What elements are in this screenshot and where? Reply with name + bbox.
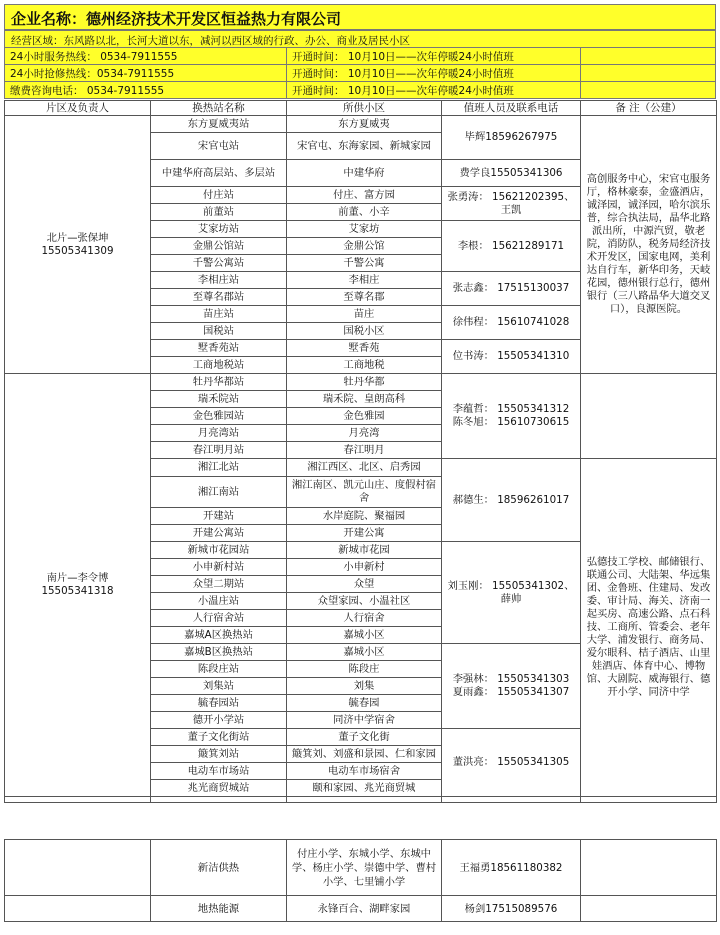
station-name: 刘集站: [151, 678, 287, 695]
station-area: 付庄、富方园: [287, 187, 442, 204]
station-name: 簸箕刘站: [151, 746, 287, 763]
col-region: 片区及负责人: [5, 101, 151, 116]
station-name: 湘江北站: [151, 459, 287, 477]
station-name: 牡丹华都站: [151, 374, 287, 391]
table-row: [5, 840, 717, 896]
station-name: 东方夏威夷站: [151, 116, 287, 133]
payment-hours: 开通时间： 10月10日——次年停暖24小时值班: [287, 82, 581, 98]
repair-hotline-row: [4, 65, 716, 82]
station-area: 春江明月: [287, 442, 442, 459]
table-gap-row: [5, 797, 717, 803]
station-area: 电动车市场宿舍: [287, 763, 442, 780]
station-area: 嘉城小区: [287, 627, 442, 644]
north-region-cell: [5, 116, 151, 374]
company-header: [4, 4, 716, 30]
station-name: 董子文化街站: [151, 729, 287, 746]
duty-contact: [442, 374, 581, 459]
extra-heating-table: [4, 839, 717, 922]
station-name: 小申新村站: [151, 559, 287, 576]
station-area: 李相庄: [287, 272, 442, 289]
north-remark: 高创服务中心，宋官屯服务厅，格林豪泰，金盛酒店，诚泽园，诚泽园，哈尔滨乐普，综合执法局，晶华北路派出所，中源汽贸，敬老院，消防队，税务局经济技术开发区，国家电网，美利达自行车，新华印务，天岐花园，德州银行总行，德州银行（三八路晶华大道交叉口），良源医院。: [581, 116, 717, 374]
station-area: 众望家园、小温社区: [287, 593, 442, 610]
repair-hours: 开通时间： 10月10日——次年停暖24小时值班: [287, 65, 581, 81]
extra-duty: 王福勇18561180382: [442, 840, 581, 896]
station-name: 开建站: [151, 508, 287, 525]
station-area: 东方夏威夷: [287, 116, 442, 133]
station-name: 开建公寓站: [151, 525, 287, 542]
station-area: 前董、小辛: [287, 204, 442, 221]
station-name: 宋官屯站: [151, 133, 287, 160]
station-area: 墅香苑: [287, 340, 442, 357]
table-row: [5, 896, 717, 922]
col-station: 换热站名称: [151, 101, 287, 116]
south-region-cell: [5, 374, 151, 797]
station-name: 付庄站: [151, 187, 287, 204]
duty-contact: [442, 644, 581, 729]
duty-contact: 郝德生： 18596261017: [442, 459, 581, 542]
station-name: 嘉城B区换热站: [151, 644, 287, 661]
company-name: 德州经济技术开发区恒益热力有限公司: [86, 10, 342, 28]
station-area: 小申新村: [287, 559, 442, 576]
extra-area: 永锋百合、湖畔家园: [287, 896, 442, 922]
station-name: 毓春园站: [151, 695, 287, 712]
service-hotline-row: [4, 48, 716, 65]
station-name: 陈段庄站: [151, 661, 287, 678]
station-name: 春江明月站: [151, 442, 287, 459]
station-name: 兆光商贸城站: [151, 780, 287, 797]
station-area: 嘉城小区: [287, 644, 442, 661]
duty-contact: 徐伟程： 15610741028: [442, 306, 581, 340]
service-hours: 开通时间： 10月10日——次年停暖24小时值班: [287, 48, 581, 64]
station-area: 牡丹华都: [287, 374, 442, 391]
station-name: 嘉城A区换热站: [151, 627, 287, 644]
station-name: 小温庄站: [151, 593, 287, 610]
station-area: 宋官屯、东海家园、新城家园: [287, 133, 442, 160]
duty-contact-line: 陈冬旭： 15610730615: [452, 416, 570, 428]
duty-contact: 费学良15505341306: [442, 160, 581, 187]
station-area: 开建公寓: [287, 525, 442, 542]
station-area: 瑞禾院、皇朗高科: [287, 391, 442, 408]
service-hotline: 24小时服务热线： 0534-7911555: [5, 48, 287, 64]
table-row: [5, 374, 717, 391]
col-remark: 备 注（公建）: [581, 101, 717, 116]
station-area: 颐和家园、兆光商贸城: [287, 780, 442, 797]
duty-contact: 董洪亮： 15505341305: [442, 729, 581, 797]
heating-station-table: [4, 100, 717, 803]
company-label: 企业名称：: [11, 10, 87, 28]
station-area: 毓春园: [287, 695, 442, 712]
south-region-name: 南片—李令博: [46, 572, 109, 584]
station-name: 电动车市场站: [151, 763, 287, 780]
north-region-name: 北片—张保坤: [46, 231, 109, 244]
duty-contact: 毕辉18596267975: [442, 116, 581, 160]
duty-contact-line: 李强林： 15505341303: [452, 673, 570, 685]
extra-duty: 杨剑17515089576: [442, 896, 581, 922]
station-area: 艾家坊: [287, 221, 442, 238]
station-name: 德开小学站: [151, 712, 287, 729]
duty-contact: 李根： 15621289171: [442, 221, 581, 272]
station-name: 湘江南站: [151, 477, 287, 508]
north-region-phone: 15505341309: [41, 244, 114, 257]
station-name: 国税站: [151, 323, 287, 340]
duty-contact: 张勇涛： 15621202395、王凯: [442, 187, 581, 221]
station-area: 同济中学宿舍: [287, 712, 442, 729]
station-name: 众望二期站: [151, 576, 287, 593]
station-name: 金色雅园站: [151, 408, 287, 425]
station-area: 金色雅园: [287, 408, 442, 425]
station-area: 陈段庄: [287, 661, 442, 678]
extra-name: 新洁供热: [151, 840, 287, 896]
station-area: 金鼎公馆: [287, 238, 442, 255]
station-area: 苗庄: [287, 306, 442, 323]
station-name: 千警公寓站: [151, 255, 287, 272]
col-duty: 值班人员及联系电话: [442, 101, 581, 116]
station-area: 湘江南区、凯元山庄、度假村宿舍: [287, 477, 442, 508]
station-name: 工商地税站: [151, 357, 287, 374]
extra-area: 付庄小学、东城小学、东城中学、杨庄小学、崇德中学、曹村小学、七里铺小学: [287, 840, 442, 896]
station-area: 董子文化街: [287, 729, 442, 746]
station-name: 人行宿舍站: [151, 610, 287, 627]
station-area: 人行宿舍: [287, 610, 442, 627]
station-name: 瑞禾院站: [151, 391, 287, 408]
payment-hotline: 缴费咨询电话： 0534-7911555: [5, 82, 287, 98]
station-area: 湘江西区、北区、启秀园: [287, 459, 442, 477]
station-area: 刘集: [287, 678, 442, 695]
station-area: 水岸庭院、聚福园: [287, 508, 442, 525]
station-area: 至尊名郡: [287, 289, 442, 306]
station-area: 月亮湾: [287, 425, 442, 442]
station-name: 金鼎公馆站: [151, 238, 287, 255]
south-region-phone: 15505341318: [41, 585, 114, 597]
station-area: 新城市花园: [287, 542, 442, 559]
station-name: 苗庄站: [151, 306, 287, 323]
station-name: 前董站: [151, 204, 287, 221]
station-area: 千警公寓: [287, 255, 442, 272]
station-name: 月亮湾站: [151, 425, 287, 442]
south-remark: 弘德技工学校、邮储银行、联通公司、大陆架、华远集团、金鲁班、住建局、发改委、审计局、海关、济南一起买房、高速公路、点石科技、工商所、管委会、老年大学、浦发银行、商务局、爱尔眼科、桔子酒店、山里娃酒店、体育中心、博物馆、大剧院、威海银行、德开小学、同济中学: [581, 459, 717, 797]
col-area: 所供小区: [287, 101, 442, 116]
repair-hotline: 24小时抢修热线：0534-7911555: [5, 65, 287, 81]
station-area: 工商地税: [287, 357, 442, 374]
station-name: 墅香苑站: [151, 340, 287, 357]
business-area: 经营区域：东风路以北，长河大道以东，减河以西区域的行政、办公、商业及居民小区: [4, 30, 716, 48]
south-remark-top: [581, 374, 717, 459]
duty-contact: 位书涛： 15505341310: [442, 340, 581, 374]
duty-contact-line: 李蕴哲： 15505341312: [452, 403, 570, 415]
station-name: 至尊名郡站: [151, 289, 287, 306]
station-name: 艾家坊站: [151, 221, 287, 238]
station-area: 国税小区: [287, 323, 442, 340]
duty-contact-line: 夏雨鑫： 15505341307: [452, 686, 570, 698]
station-area: 簸箕刘、刘盛和景园、仁和家园: [287, 746, 442, 763]
duty-contact: 刘玉刚： 15505341302、薛帅: [442, 542, 581, 644]
station-name: 中建华府高层站、多层站: [151, 160, 287, 187]
station-area: 众望: [287, 576, 442, 593]
station-area: 中建华府: [287, 160, 442, 187]
duty-contact: 张志鑫： 17515130037: [442, 272, 581, 306]
extra-name: 地热能源: [151, 896, 287, 922]
table-header-row: [5, 101, 717, 116]
table-row: [5, 116, 717, 133]
payment-hotline-row: [4, 82, 716, 99]
station-name: 新城市花园站: [151, 542, 287, 559]
station-name: 李相庄站: [151, 272, 287, 289]
